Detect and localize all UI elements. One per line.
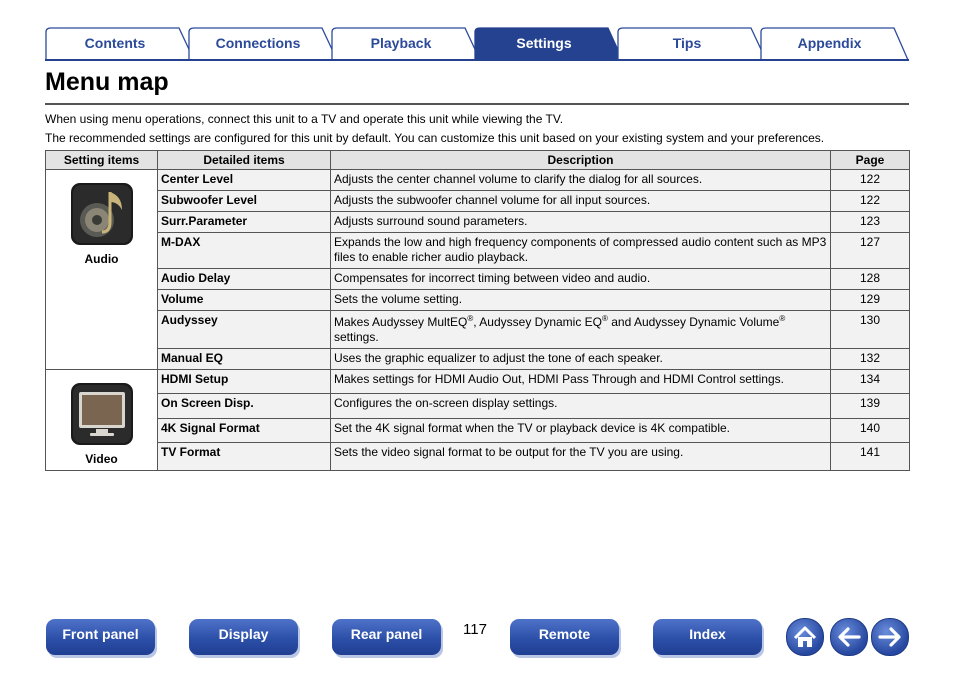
page-link[interactable]: 129	[831, 290, 910, 311]
intro-line-1: When using menu operations, connect this unit to a TV and operate this unit while viewing the TV.	[45, 112, 564, 126]
page-link[interactable]: 139	[831, 394, 910, 418]
tab-label: Settings	[516, 35, 572, 51]
tab-playback[interactable]	[331, 27, 481, 61]
description-cell: Adjusts the subwoofer channel volume for all input sources.	[331, 191, 831, 212]
index-button[interactable]: Index	[653, 619, 762, 655]
page-link[interactable]: 128	[831, 269, 910, 290]
tab-appendix[interactable]	[760, 27, 909, 61]
table-row	[46, 269, 910, 290]
tab-contents[interactable]	[45, 27, 195, 61]
detail-subwoofer-level: Subwoofer Level	[158, 191, 331, 212]
detail-surr-parameter: Surr.Parameter	[158, 212, 331, 233]
description-cell	[331, 311, 831, 349]
tab-label: Appendix	[797, 35, 862, 51]
forward-button[interactable]	[871, 618, 909, 656]
page-link[interactable]: 140	[831, 418, 910, 442]
description-cell: Adjusts surround sound parameters.	[331, 212, 831, 233]
home-icon	[787, 619, 823, 655]
table-row	[46, 212, 910, 233]
description-cell: Sets the video signal format to be output for the TV you are using.	[331, 443, 831, 471]
header-description: Description	[331, 151, 831, 170]
tab-underline	[45, 59, 909, 61]
detail-m-dax: M-DAX	[158, 233, 331, 269]
table-row	[46, 191, 910, 212]
table-row	[46, 370, 910, 394]
description-cell: Expands the low and high frequency components of compressed audio content such as MP3 files to enable richer audio playback.	[331, 233, 831, 269]
page-title: Menu map	[45, 68, 169, 96]
detail-volume: Volume	[158, 290, 331, 311]
page-link[interactable]: 122	[831, 191, 910, 212]
table-row	[46, 349, 910, 370]
tv-monitor-icon	[70, 382, 134, 446]
page-link[interactable]: 141	[831, 443, 910, 471]
page-link[interactable]: 132	[831, 349, 910, 370]
rear-panel-button[interactable]: Rear panel	[332, 619, 441, 655]
music-note-icon	[70, 182, 134, 246]
page-link[interactable]: 127	[831, 233, 910, 269]
table-row	[46, 443, 910, 471]
description-cell: Set the 4K signal format when the TV or playback device is 4K compatible.	[331, 418, 831, 442]
desc-part: settings.	[334, 330, 379, 344]
remote-button[interactable]: Remote	[510, 619, 619, 655]
desc-part: and Audyssey Dynamic Volume	[607, 315, 780, 329]
registered-mark: ®	[602, 314, 608, 323]
front-panel-button[interactable]: Front panel	[46, 619, 155, 655]
tab-settings[interactable]	[474, 27, 624, 61]
detail-audio-delay: Audio Delay	[158, 269, 331, 290]
description-cell: Configures the on-screen display settings.	[331, 394, 831, 418]
detail-4k-signal-format: 4K Signal Format	[158, 418, 331, 442]
description-cell: Uses the graphic equalizer to adjust the tone of each speaker.	[331, 349, 831, 370]
header-setting-items: Setting items	[46, 151, 158, 170]
detail-hdmi-setup: HDMI Setup	[158, 370, 331, 394]
page-link[interactable]: 123	[831, 212, 910, 233]
tab-label: Playback	[370, 35, 432, 51]
title-divider	[45, 103, 909, 105]
tab-bar	[45, 27, 909, 62]
detail-on-screen-disp: On Screen Disp.	[158, 394, 331, 418]
page-number: 117	[463, 621, 487, 638]
header-page: Page	[831, 151, 910, 170]
tab-tips[interactable]	[617, 27, 767, 61]
tab-label: Contents	[84, 35, 146, 51]
menu-map-table	[45, 150, 910, 471]
page-link[interactable]: 134	[831, 370, 910, 394]
detail-center-level: Center Level	[158, 170, 331, 191]
arrow-left-icon	[831, 619, 867, 655]
header-detailed-items: Detailed items	[158, 151, 331, 170]
desc-part: , Audyssey Dynamic EQ	[473, 315, 603, 329]
table-row	[46, 170, 910, 191]
table-row	[46, 233, 910, 269]
description-cell: Compensates for incorrect timing between video and audio.	[331, 269, 831, 290]
table-row	[46, 290, 910, 311]
table-row	[46, 311, 910, 349]
registered-mark: ®	[779, 314, 786, 323]
desc-part: Makes Audyssey MultEQ	[334, 315, 468, 329]
home-button[interactable]	[786, 618, 824, 656]
description-cell: Makes settings for HDMI Audio Out, HDMI Pass Through and HDMI Control settings.	[331, 370, 831, 394]
display-button[interactable]: Display	[189, 619, 298, 655]
page-link[interactable]: 130	[831, 311, 910, 349]
description-cell: Adjusts the center channel volume to clarify the dialog for all sources.	[331, 170, 831, 191]
back-button[interactable]	[830, 618, 868, 656]
group-label-audio: Audio	[84, 252, 119, 266]
description-cell: Sets the volume setting.	[331, 290, 831, 311]
group-label-video: Video	[85, 452, 118, 466]
group-audio	[46, 170, 158, 370]
registered-mark: ®	[467, 314, 474, 323]
tab-label: Connections	[215, 35, 301, 51]
detail-manual-eq: Manual EQ	[158, 349, 331, 370]
tab-label: Tips	[672, 35, 702, 51]
detail-audyssey: Audyssey	[158, 311, 331, 349]
page-link[interactable]: 122	[831, 170, 910, 191]
tab-connections[interactable]	[188, 27, 338, 61]
detail-tv-format: TV Format	[158, 443, 331, 471]
table-row	[46, 394, 910, 418]
table-header-row	[46, 151, 910, 170]
table-row	[46, 418, 910, 442]
group-video	[46, 370, 158, 471]
arrow-right-icon	[872, 619, 908, 655]
intro-line-2: The recommended settings are configured for this unit by default. You can customize this unit based on your existing system and your preferences.	[45, 131, 825, 145]
